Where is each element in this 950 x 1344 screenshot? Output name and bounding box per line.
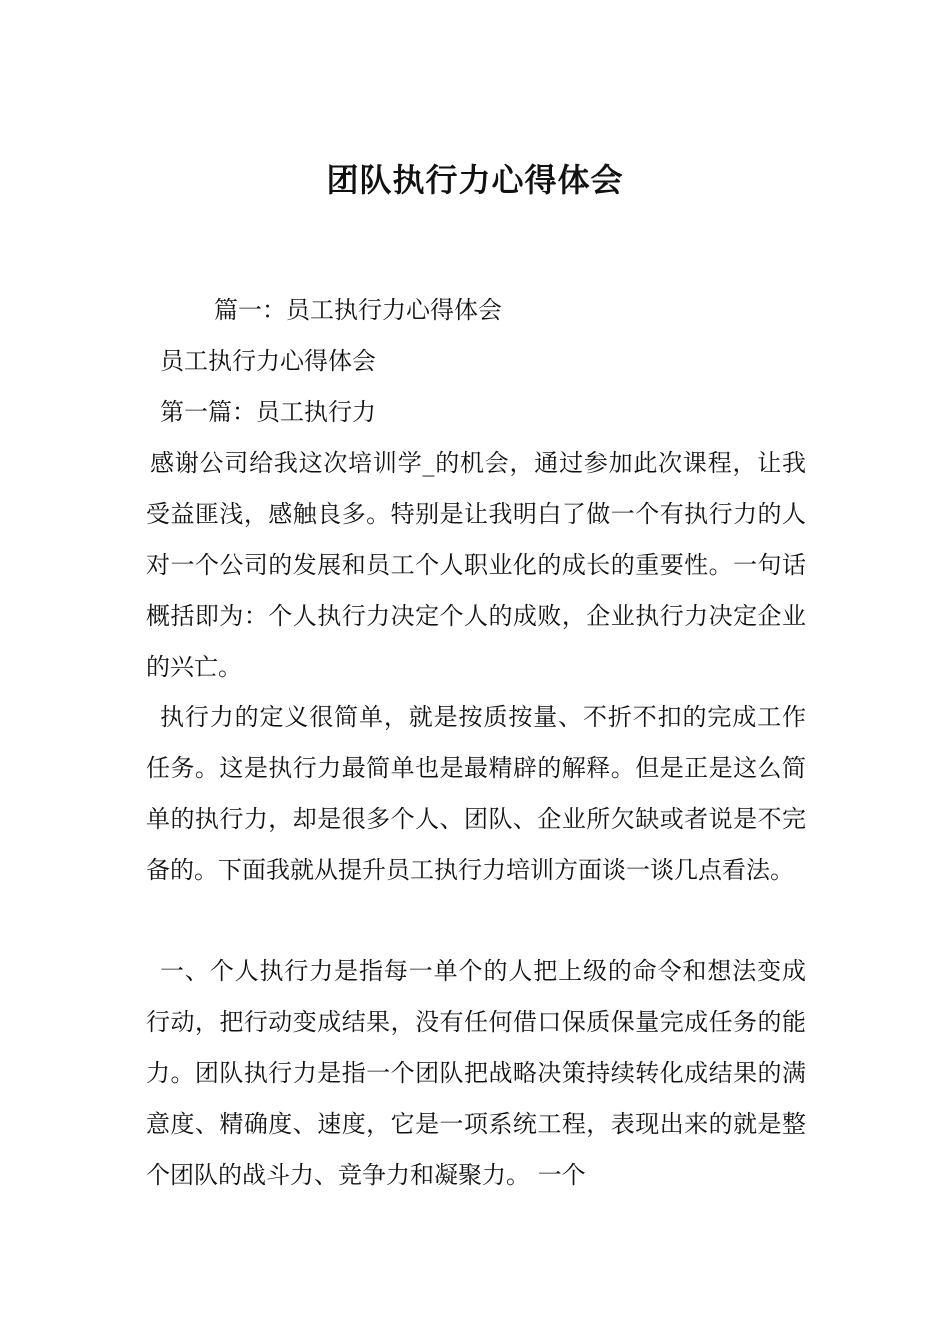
paragraph-definition: 执行力的定义很简单，就是按质按量、不折不扣的完成工作任务。这是执行力最简单也是最精辟的解释。但是正是这么简单的执行力，却是很多个人、团队、企业所欠缺或者说是不完备的。下面我就从提升员工执行力培训方面谈一谈几点看法。: [146, 703, 806, 884]
paragraph-point-one: 一、个人执行力是指每一单个的人把上级的命令和想法变成行动，把行动变成结果，没有任何借口保质保量完成任务的能力。团队执行力是指一个团队把战略决策持续转化成结果的满意度、精确度、速度，它是一项系统工程，表现出来的就是整个团队的战斗力、竞争力和凝聚力。 一个: [146, 957, 806, 1189]
chapter-heading: 第一篇：员工执行力: [160, 398, 376, 426]
paragraph-gratitude: 感谢公司给我这次培训学_的机会，通过参加此次课程，让我受益匪浅，感触良多。特别是让我明白了做一个有执行力的人对一个公司的发展和员工个人职业化的成长的重要性。一句话概括即为：个人执行力决定个人的成败，企业执行力决定企业的兴亡。: [146, 449, 806, 681]
subtitle-line: 员工执行力心得体会: [160, 347, 376, 375]
part-heading: 篇一：员工执行力心得体会: [214, 296, 502, 324]
document-title: 团队执行力心得体会: [326, 161, 624, 199]
